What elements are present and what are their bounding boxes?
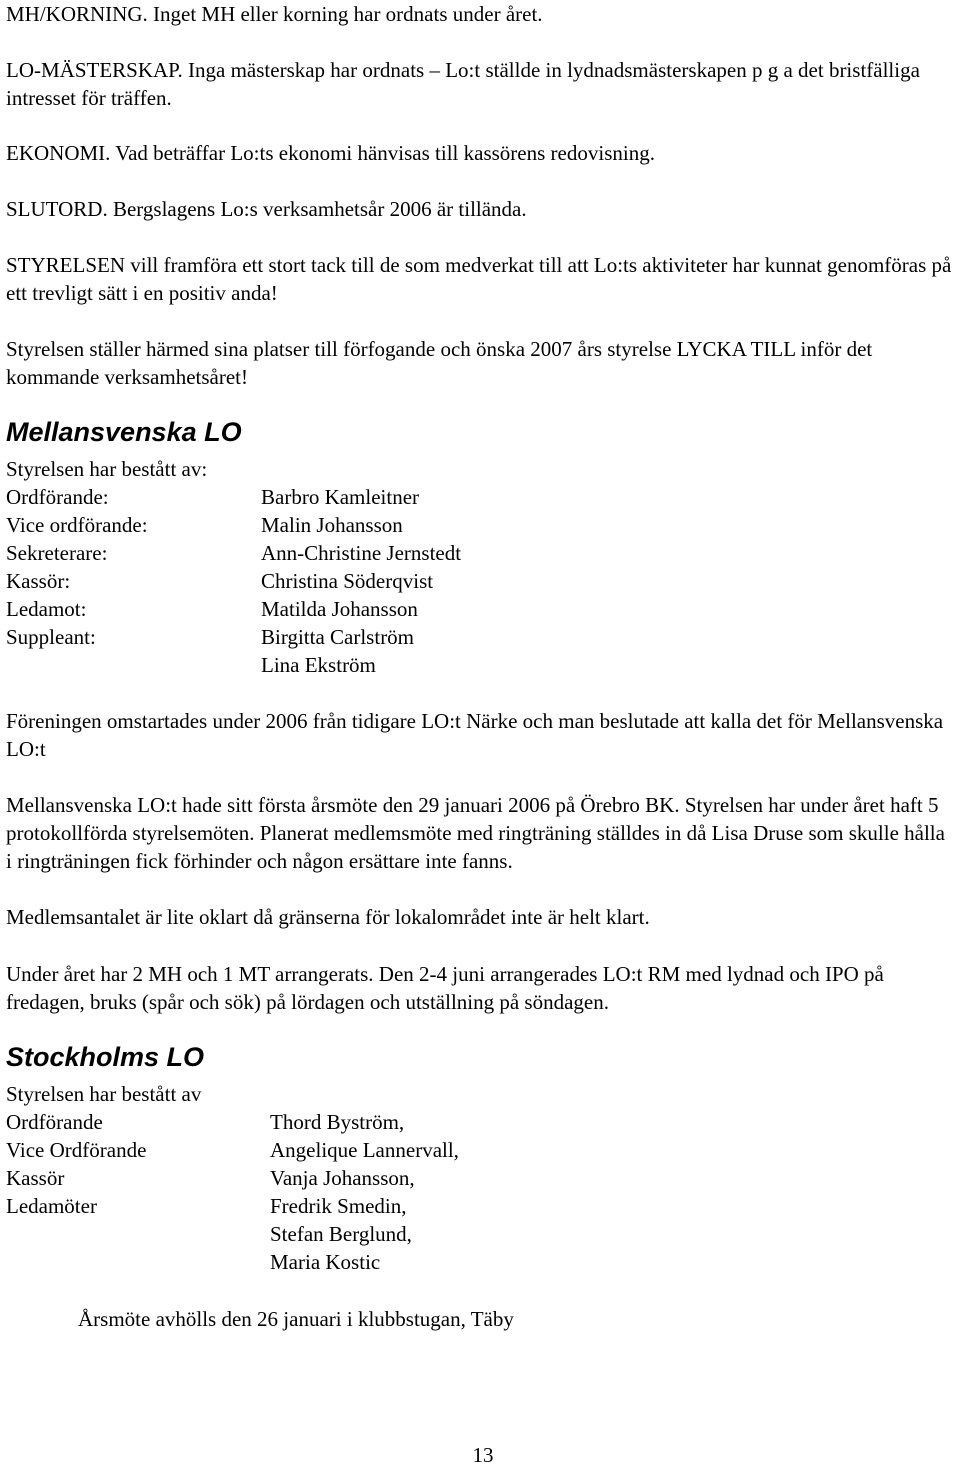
- member-name: Thord Byström,: [270, 1110, 405, 1134]
- paragraph-omstart: Föreningen omstartades under 2006 från tidigare LO:t Närke och man beslutade att kalla det för Mellansvenska LO:t: [6, 709, 944, 761]
- paragraph-ekonomi: EKONOMI. Vad beträffar Lo:ts ekonomi hänvisas till kassörens redovisning.: [6, 141, 655, 165]
- member-name: Birgitta Carlström: [261, 625, 415, 649]
- heading-mellansvenska-lo: Mellansvenska LO: [6, 417, 242, 447]
- role-label: Ordförande: [6, 1110, 103, 1134]
- paragraph-mh-korning: MH/KORNING. Inget MH eller korning har ordnats under året.: [6, 2, 543, 26]
- paragraph-medlemsantal: Medlemsantalet är lite oklart då gränserna för lokalområdet inte är helt klart.: [6, 905, 650, 929]
- member-name: Christina Söderqvist: [261, 569, 434, 593]
- member-name: Stefan Berglund,: [270, 1222, 412, 1246]
- role-label: Sekreterare:: [6, 541, 108, 565]
- member-name: Matilda Johansson: [261, 597, 418, 621]
- paragraph-styrelsen-tack: STYRELSEN vill framföra ett stort tack till de som medverkat till att Lo:ts aktiviteter har kunnat genomföras på ett trevligt sätt i en positiv anda!: [6, 253, 952, 305]
- role-label: Ledamot:: [6, 597, 87, 621]
- paragraph-lo-masterskap: LO-MÄSTERSKAP. Inga mästerskap har ordnats – Lo:t ställde in lydnadsmästerskapen p g a det bristfälliga intresset för träffen.: [6, 58, 920, 110]
- role-label: Suppleant:: [6, 625, 96, 649]
- paragraph-arrangemang: Under året har 2 MH och 1 MT arrangerats. Den 2-4 juni arrangerades LO:t RM med lydnad och IPO på fredagen, bruks (spår och sök) på lördagen och utställning på söndagen.: [6, 962, 884, 1014]
- role-label: Ordförande:: [6, 485, 109, 509]
- paragraph-styrelsen-platser: Styrelsen ställer härmed sina platser till förfogande och önska 2007 års styrelse LYCKA TILL inför det kommande verksamhetsåret!: [6, 337, 873, 389]
- member-name: Vanja Johansson,: [270, 1166, 415, 1190]
- member-name: Ann-Christine Jernstedt: [261, 541, 462, 565]
- role-label: Ledamöter: [6, 1194, 97, 1218]
- member-name: Barbro Kamleitner: [261, 485, 420, 509]
- member-name: Angelique Lannervall,: [270, 1138, 459, 1162]
- heading-stockholms-lo: Stockholms LO: [6, 1042, 205, 1072]
- board-intro-mellansvenska: Styrelsen har bestått av:: [6, 457, 208, 481]
- role-label: Kassör: [6, 1166, 65, 1190]
- role-label: Kassör:: [6, 569, 71, 593]
- paragraph-slutord: SLUTORD. Bergslagens Lo:s verksamhetsår 2006 är tillända.: [6, 197, 527, 221]
- role-label: Vice Ordförande: [6, 1138, 147, 1162]
- page-number: 13: [472, 1443, 494, 1467]
- member-name: Lina Ekström: [261, 653, 376, 677]
- board-intro-stockholms: Styrelsen har bestått av: [6, 1082, 202, 1106]
- paragraph-arsmote-orebro: Mellansvenska LO:t hade sitt första årsmöte den 29 januari 2006 på Örebro BK. Styrelsen har under året haft 5 protokollförda styrelsemöten. Planerat medlemsmöte med ringträning ställdes in då Lisa Druse som skulle hålla i ringträningen fick förhinder och någon ersättare inte fanns.: [6, 793, 945, 873]
- role-label: Vice ordförande:: [6, 513, 148, 537]
- member-name: Maria Kostic: [270, 1250, 381, 1274]
- member-name: Malin Johansson: [261, 513, 403, 537]
- member-name: Fredrik Smedin,: [270, 1194, 407, 1218]
- paragraph-arsmote-taby: Årsmöte avhölls den 26 januari i klubbstugan, Täby: [78, 1307, 514, 1331]
